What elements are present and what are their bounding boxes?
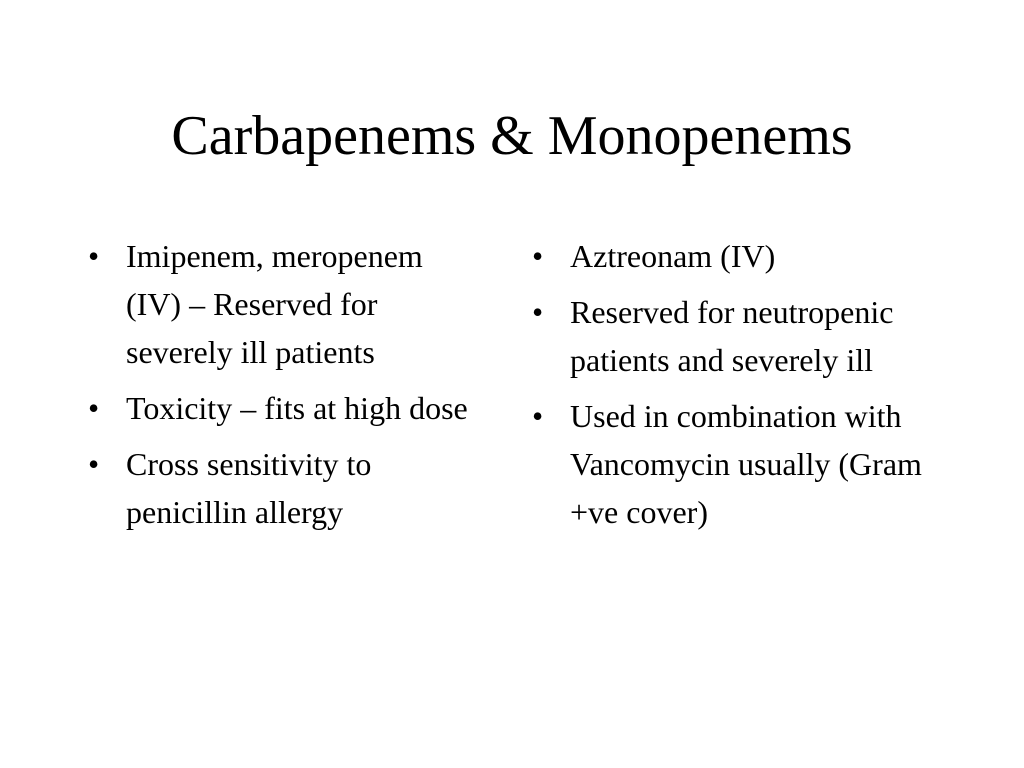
bullet-text: Cross sensitivity to penicillin allergy	[126, 446, 372, 530]
bullet-text: Reserved for neutropenic patients and severely ill	[570, 294, 894, 378]
bullet-icon: •	[88, 238, 100, 274]
bullet-text: Imipenem, meropenem (IV) – Reserved for severely ill patients	[126, 238, 423, 370]
bullet-item	[88, 440, 482, 536]
left-bullet-list	[88, 232, 482, 544]
bullet-icon: •	[532, 398, 544, 434]
bullet-item	[88, 384, 482, 432]
bullet-text: Toxicity – fits at high dose	[126, 390, 468, 426]
bullet-icon: •	[88, 446, 100, 482]
bullet-icon: •	[532, 294, 544, 330]
bullet-item	[88, 232, 482, 376]
right-bullet-list	[532, 232, 924, 544]
bullet-item	[532, 392, 924, 536]
slide-title: Carbapenems & Monopenems	[171, 105, 853, 167]
bullet-item	[532, 288, 924, 384]
bullet-icon: •	[532, 238, 544, 274]
bullet-text: Used in combination with Vancomycin usually (Gram +ve cover)	[570, 398, 922, 530]
bullet-text: Aztreonam (IV)	[570, 238, 776, 274]
bullet-icon: •	[88, 390, 100, 426]
bullet-item	[532, 232, 924, 280]
